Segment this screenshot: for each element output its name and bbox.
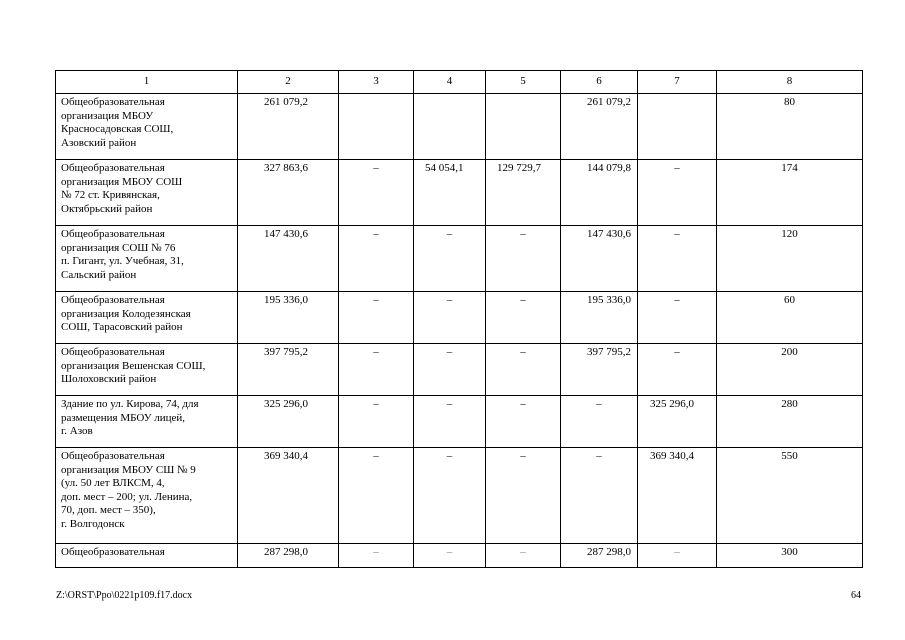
- table-row: [56, 396, 863, 448]
- table-row: [56, 94, 863, 160]
- value-cell-col2: 325 296,0: [238, 396, 339, 448]
- value-cell-col2: 147 430,6: [238, 226, 339, 292]
- value-cell-col2: 287 298,0: [238, 544, 339, 568]
- value-cell-col8: 174: [717, 160, 863, 226]
- value-cell-col7: –: [638, 160, 717, 226]
- value-cell-col6: –: [561, 396, 638, 448]
- table-row: [56, 544, 863, 568]
- value-cell-col7: 325 296,0: [638, 396, 717, 448]
- table-row: [56, 226, 863, 292]
- value-cell-col3: [339, 94, 414, 160]
- value-cell-col6: 287 298,0: [561, 544, 638, 568]
- table-row: [56, 344, 863, 396]
- organization-cell: Общеобразовательная организация МБОУ СШ № 9 (ул. 50 лет ВЛКСМ, 4, доп. мест – 200; ул. Ленина, 70, доп. мест – 350), г. Волгодонск: [56, 448, 238, 544]
- value-cell-col8: 550: [717, 448, 863, 544]
- organization-cell: Общеобразовательная организация МБОУ СОШ № 72 ст. Кривянская, Октябрьский район: [56, 160, 238, 226]
- value-cell-col5: 129 729,7: [486, 160, 561, 226]
- organization-cell: Общеобразовательная: [56, 544, 238, 568]
- value-cell-col3: –: [339, 396, 414, 448]
- value-cell-col7: –: [638, 292, 717, 344]
- header-cell: 2: [238, 71, 339, 94]
- value-cell-col7: –: [638, 226, 717, 292]
- table-row: [56, 448, 863, 544]
- value-cell-col6: 261 079,2: [561, 94, 638, 160]
- value-cell-col5: –: [486, 396, 561, 448]
- header-cell: 3: [339, 71, 414, 94]
- organization-cell: Здание по ул. Кирова, 74, для размещения МБОУ лицей, г. Азов: [56, 396, 238, 448]
- value-cell-col3: –: [339, 544, 414, 568]
- value-cell-col3: –: [339, 448, 414, 544]
- value-cell-col2: 327 863,6: [238, 160, 339, 226]
- value-cell-col8: 80: [717, 94, 863, 160]
- value-cell-col6: 147 430,6: [561, 226, 638, 292]
- value-cell-col2: 397 795,2: [238, 344, 339, 396]
- value-cell-col5: –: [486, 292, 561, 344]
- value-cell-col8: 300: [717, 544, 863, 568]
- value-cell-col8: 200: [717, 344, 863, 396]
- header-cell: 7: [638, 71, 717, 94]
- organization-cell: Общеобразовательная организация Колодезянская СОШ, Тарасовский район: [56, 292, 238, 344]
- value-cell-col7: –: [638, 544, 717, 568]
- value-cell-col8: 120: [717, 226, 863, 292]
- value-cell-col5: [486, 94, 561, 160]
- value-cell-col5: –: [486, 448, 561, 544]
- value-cell-col4: –: [414, 544, 486, 568]
- value-cell-col4: –: [414, 226, 486, 292]
- value-cell-col8: 60: [717, 292, 863, 344]
- value-cell-col7: 369 340,4: [638, 448, 717, 544]
- organization-cell: Общеобразовательная организация МБОУ Красносадовская СОШ, Азовский район: [56, 94, 238, 160]
- footer-page-number: 64: [851, 590, 861, 601]
- value-cell-col5: –: [486, 544, 561, 568]
- value-cell-col3: –: [339, 226, 414, 292]
- table-row: [56, 160, 863, 226]
- value-cell-col2: 369 340,4: [238, 448, 339, 544]
- value-cell-col4: 54 054,1: [414, 160, 486, 226]
- header-cell: 4: [414, 71, 486, 94]
- value-cell-col6: 397 795,2: [561, 344, 638, 396]
- value-cell-col7: –: [638, 344, 717, 396]
- header-cell: 1: [56, 71, 238, 94]
- footer-file-path: Z:\ORST\Ppo\0221p109.f17.docx: [56, 590, 193, 601]
- value-cell-col6: 144 079,8: [561, 160, 638, 226]
- budget-table: [55, 70, 863, 568]
- value-cell-col5: –: [486, 344, 561, 396]
- value-cell-col3: –: [339, 344, 414, 396]
- header-cell: 8: [717, 71, 863, 94]
- header-row: [56, 71, 863, 94]
- organization-cell: Общеобразовательная организация СОШ № 76 п. Гигант, ул. Учебная, 31, Сальский район: [56, 226, 238, 292]
- value-cell-col4: –: [414, 396, 486, 448]
- value-cell-col7: [638, 94, 717, 160]
- value-cell-col3: –: [339, 292, 414, 344]
- value-cell-col6: –: [561, 448, 638, 544]
- value-cell-col2: 261 079,2: [238, 94, 339, 160]
- table-row: [56, 292, 863, 344]
- value-cell-col6: 195 336,0: [561, 292, 638, 344]
- header-cell: 6: [561, 71, 638, 94]
- value-cell-col2: 195 336,0: [238, 292, 339, 344]
- header-cell: 5: [486, 71, 561, 94]
- value-cell-col4: –: [414, 448, 486, 544]
- value-cell-col4: –: [414, 292, 486, 344]
- value-cell-col4: [414, 94, 486, 160]
- value-cell-col3: –: [339, 160, 414, 226]
- value-cell-col4: –: [414, 344, 486, 396]
- organization-cell: Общеобразовательная организация Вешенская СОШ, Шолоховский район: [56, 344, 238, 396]
- value-cell-col5: –: [486, 226, 561, 292]
- value-cell-col8: 280: [717, 396, 863, 448]
